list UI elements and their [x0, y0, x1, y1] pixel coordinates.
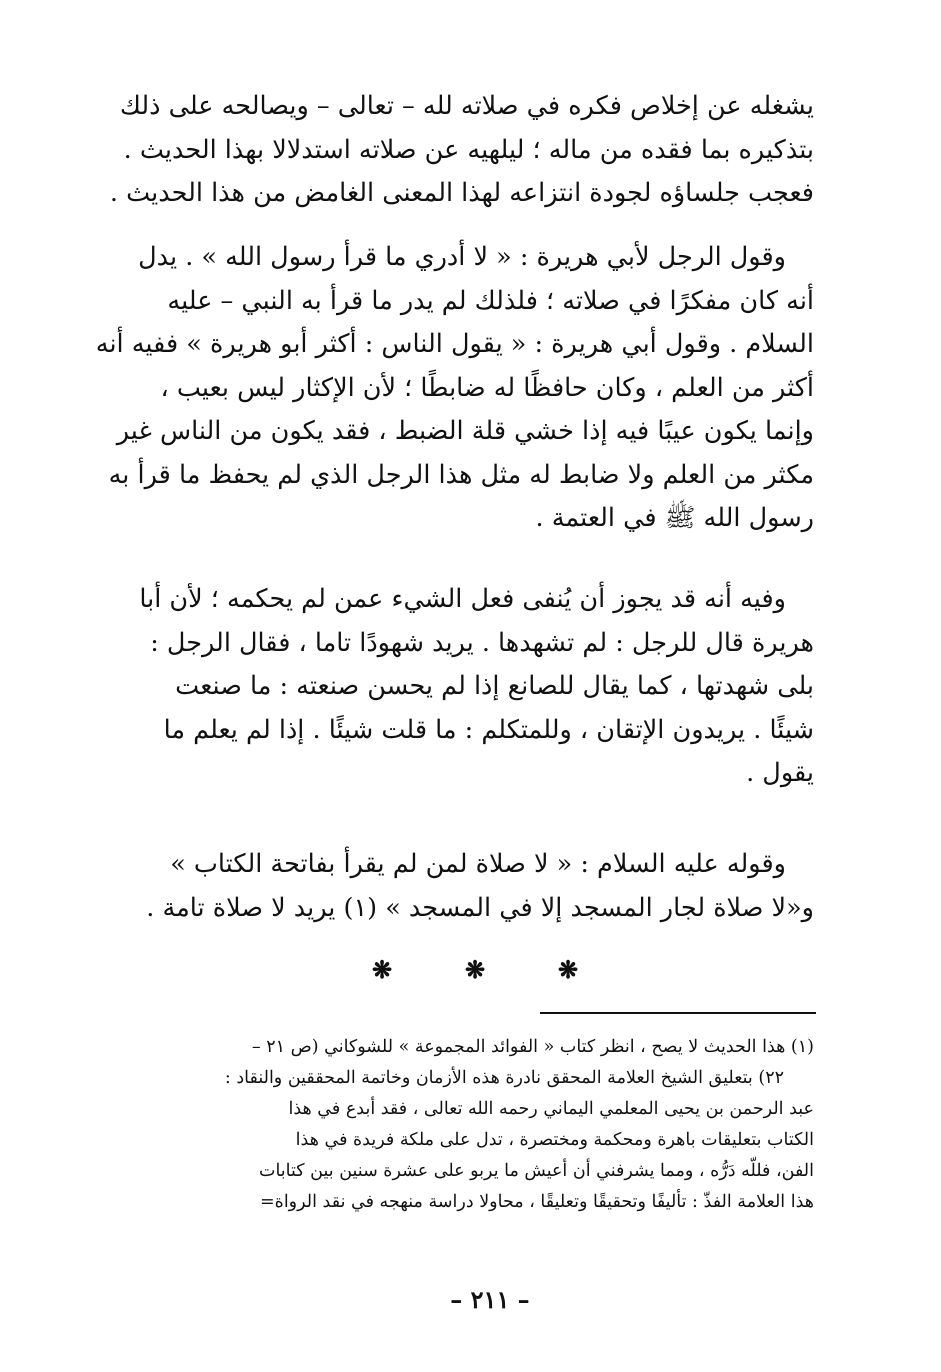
- footnote-line: عبد الرحمن بن يحيى المعلمي اليماني رحمه الله تعالى ، فقد أبدع في هذا: [288, 1099, 814, 1119]
- text-line: هريرة قال للرجل : لم تشهدها . يريد شهودًا تاما ، فقال الرجل :: [150, 627, 814, 658]
- text-line: يقول .: [746, 758, 814, 788]
- text-line: شيئًا . يريدون الإتقان ، وللمتكلم : ما قلت شيئًا . إذا لم يعلم ما: [163, 714, 814, 745]
- asterisk-icon: ❋: [371, 955, 393, 984]
- footnote-divider: [540, 1012, 816, 1014]
- text-line: بتذكيره بما فقده من ماله ؛ ليلهيه عن صلاته استدلالا بهذا الحديث .: [123, 134, 814, 165]
- page-number: – ٢١١ –: [450, 1285, 530, 1314]
- paragraph-3: [132, 578, 814, 796]
- text-line: رسول الله ﷺ في العتمة .: [535, 503, 814, 533]
- footnote-line: ٢٢) بتعليق الشيخ العلامة المحقق نادرة هذه الأزمان وخاتمة المحققين والنقاد :: [224, 1068, 784, 1088]
- footnote-line: هذا العلامة الفذّ : تأليفًا وتحقيقًا وتعليقًا ، محاولا دراسة منهجه في نقد الرواة=: [259, 1192, 814, 1212]
- asterisk-icon: ❋: [557, 955, 579, 984]
- footnote-line: (١) هذا الحديث لا يصح ، انظر كتاب « الفوائد المجموعة » للشوكاني (ص ٢١ –: [251, 1037, 814, 1057]
- text-line: أنه كان مفكرًا في صلاته ؛ فلذلك لم يدر ما قرأ به النبي – عليه: [167, 285, 814, 316]
- text-line: مكثر من العلم ولا ضابط له مثل هذا الرجل الذي لم يحفظ ما قرأ به: [108, 459, 814, 490]
- footnote-line: الفن، فللّه دَرُّه ، ومما يشرفني أن أعيش ما يربو على عشرة سنين بين كتابات: [258, 1161, 814, 1181]
- text-line: وإنما يكون عيبًا فيه إذا خشي قلة الضبط ، فقد يكون من الناس غير: [116, 416, 814, 446]
- footnote-line: الكتاب بتعليقات باهرة ومحكمة ومختصرة ، تدل على ملكة فريدة في هذا: [295, 1130, 814, 1150]
- text-line: السلام . وقول أبي هريرة : « يقول الناس : أكثر أبو هريرة » ففيه أنه: [95, 329, 814, 359]
- paragraph-2: [95, 236, 814, 541]
- text-line: يشغله عن إخلاص فكره في صلاته لله – تعالى – ويصالحه على ذلك: [119, 91, 814, 121]
- text-line: و«لا صلاة لجار المسجد إلا في المسجد » (١) يريد لا صلاة تامة .: [146, 892, 814, 923]
- text-line: وقول الرجل لأبي هريرة : « لا أدري ما قرأ رسول الله » . يدل: [138, 242, 786, 272]
- paragraph-1: [109, 85, 814, 216]
- footnote-block: [132, 1032, 814, 1218]
- paragraph-4: [132, 843, 814, 930]
- section-separator: [370, 955, 580, 985]
- text-line: وفيه أنه قد يجوز أن يُنفى فعل الشيء عمن لم يحكمه ؛ لأن أبا: [139, 584, 786, 614]
- asterisk-icon: ❋: [464, 955, 486, 984]
- text-line: بلى شهدتها ، كما يقال للصانع إذا لم يحسن صنعته : ما صنعت: [175, 671, 814, 701]
- text-line: وقوله عليه السلام : « لا صلاة لمن لم يقرأ بفاتحة الكتاب »: [170, 849, 786, 879]
- text-line: أكثر من العلم ، وكان حافظًا له ضابطًا ؛ لأن الإكثار ليس بعيب ،: [160, 372, 814, 403]
- text-line: فعجب جلساؤه لجودة انتزاعه لهذا المعنى الغامض من هذا الحديث .: [109, 178, 814, 208]
